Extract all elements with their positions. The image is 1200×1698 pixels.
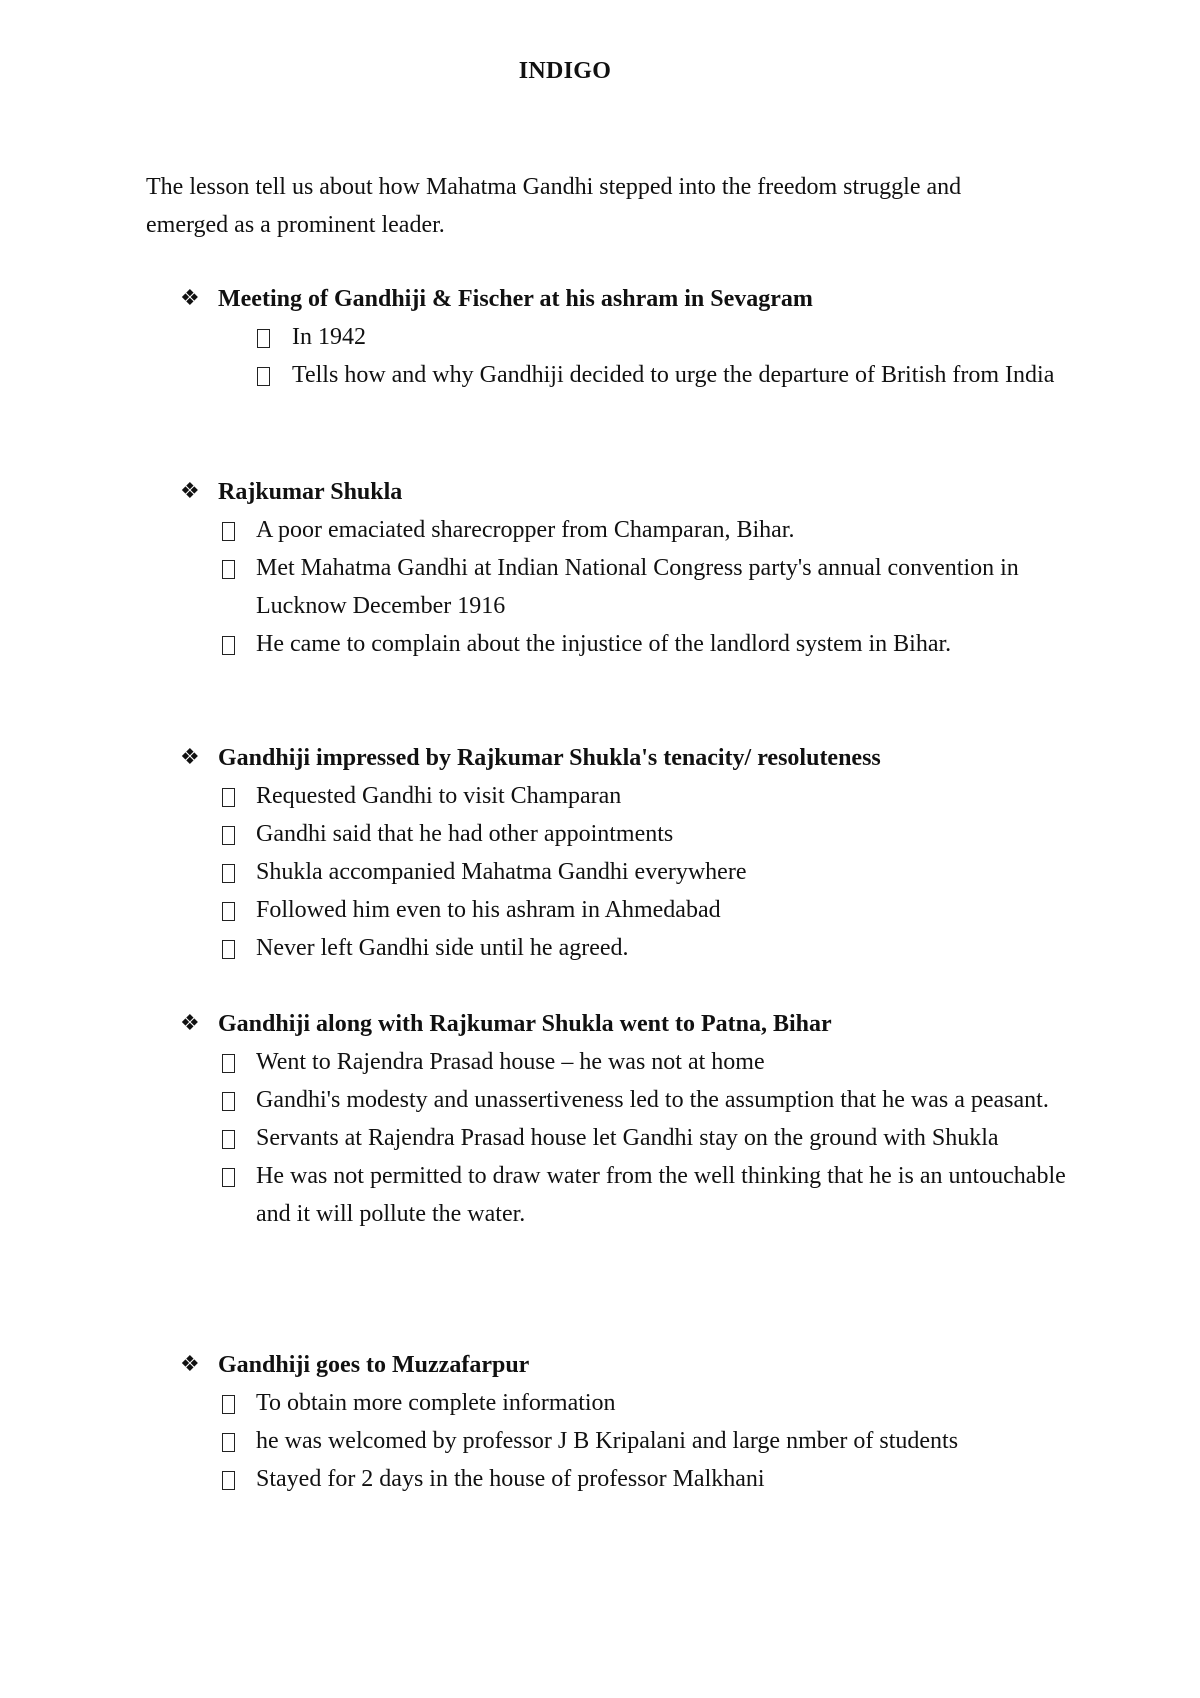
list-item: [180, 929, 1100, 967]
bullet-list: [180, 777, 1100, 967]
list-item-text: To obtain more complete information: [256, 1390, 616, 1416]
list-item: [180, 356, 1100, 394]
checkbox-bullet-icon: [222, 1471, 235, 1490]
checkbox-bullet-icon: [222, 902, 235, 921]
list-item: [180, 1119, 1100, 1157]
list-item: [180, 1157, 1100, 1233]
list-item: [180, 815, 1100, 853]
checkbox-bullet-icon: [222, 864, 235, 883]
checkbox-bullet-icon: [222, 788, 235, 807]
checkbox-bullet-icon: [222, 1168, 235, 1187]
list-item: [180, 511, 1100, 549]
checkbox-bullet-icon: [222, 560, 235, 579]
checkbox-bullet-icon: [222, 636, 235, 655]
list-item-text: Went to Rajendra Prasad house – he was not at home: [256, 1049, 765, 1075]
checkbox-bullet-icon: [222, 522, 235, 541]
checkbox-bullet-icon: [257, 367, 270, 386]
list-item-text: Never left Gandhi side until he agreed.: [256, 935, 629, 961]
list-item: [180, 853, 1100, 891]
list-item-text: Shukla accompanied Mahatma Gandhi everywhere: [256, 859, 747, 885]
checkbox-bullet-icon: [222, 940, 235, 959]
section-heading-text: Rajkumar Shukla: [218, 479, 403, 505]
section-heading: [180, 1005, 1100, 1043]
section-heading: [180, 280, 1100, 318]
section-patna: [180, 1005, 1100, 1233]
section-heading-text: Gandhiji impressed by Rajkumar Shukla's tenacity/ resoluteness: [218, 745, 881, 771]
bullet-list: [180, 1043, 1100, 1233]
diamond-bullet-icon: ❖: [180, 286, 200, 311]
bullet-list: [180, 511, 1100, 663]
list-item: [180, 1081, 1100, 1119]
section-heading-text: Gandhiji goes to Muzzafarpur: [218, 1352, 530, 1378]
list-item-text: he was welcomed by professor J B Kripalani and large nmber of students: [256, 1428, 959, 1454]
checkbox-bullet-icon: [222, 1130, 235, 1149]
list-item-text: Gandhi's modesty and unassertiveness led to the assumption that he was a peasant.: [256, 1087, 1049, 1113]
section-heading-text: Gandhiji along with Rajkumar Shukla went to Patna, Bihar: [218, 1011, 832, 1037]
list-item-text: Requested Gandhi to visit Champaran: [256, 783, 622, 809]
list-item-text: Followed him even to his ashram in Ahmedabad: [256, 897, 721, 923]
list-item-text: He was not permitted to draw water from the well thinking that he is an untouchable and it will pollute the water.: [256, 1163, 1066, 1227]
checkbox-bullet-icon: [222, 1092, 235, 1111]
list-item-text: Stayed for 2 days in the house of professor Malkhani: [256, 1466, 765, 1492]
section-muzzafarpur: [180, 1346, 1100, 1498]
section-rajkumar-shukla: [180, 473, 1100, 663]
checkbox-bullet-icon: [222, 1395, 235, 1414]
list-item: [180, 891, 1100, 929]
checkbox-bullet-icon: [222, 1433, 235, 1452]
list-item-text: A poor emaciated sharecropper from Champaran, Bihar.: [256, 517, 795, 543]
list-item: [180, 1043, 1100, 1081]
list-item: [180, 625, 1100, 663]
document-title: INDIGO: [518, 58, 612, 84]
diamond-bullet-icon: ❖: [180, 745, 200, 770]
list-item: [180, 318, 1100, 356]
list-item: [180, 1422, 1100, 1460]
checkbox-bullet-icon: [222, 826, 235, 845]
diamond-bullet-icon: ❖: [180, 1352, 200, 1377]
section-heading: [180, 473, 1100, 511]
list-item: [180, 1460, 1100, 1498]
list-item: [180, 549, 1100, 625]
list-item-text: He came to complain about the injustice of the landlord system in Bihar.: [256, 631, 952, 657]
list-item: [180, 1384, 1100, 1422]
list-item: [180, 777, 1100, 815]
list-item-text: In 1942: [292, 324, 366, 350]
intro-paragraph: The lesson tell us about how Mahatma Gandhi stepped into the freedom struggle and emerged as a prominent leader.: [146, 174, 962, 238]
bullet-list: [180, 1384, 1100, 1498]
diamond-bullet-icon: ❖: [180, 479, 200, 504]
checkbox-bullet-icon: [257, 329, 270, 348]
list-item-text: Met Mahatma Gandhi at Indian National Congress party's annual convention in Lucknow December 1916: [256, 555, 1019, 619]
list-item-text: Gandhi said that he had other appointments: [256, 821, 674, 847]
diamond-bullet-icon: ❖: [180, 1011, 200, 1036]
section-heading: [180, 1346, 1100, 1384]
section-heading: [180, 739, 1100, 777]
list-item-text: Tells how and why Gandhiji decided to urge the departure of British from India: [292, 362, 1055, 388]
list-item-text: Servants at Rajendra Prasad house let Gandhi stay on the ground with Shukla: [256, 1125, 999, 1151]
section-meeting: [180, 280, 1100, 394]
section-heading-text: Meeting of Gandhiji & Fischer at his ashram in Sevagram: [218, 286, 813, 312]
bullet-list: [180, 318, 1100, 394]
section-impressed: [180, 739, 1100, 967]
checkbox-bullet-icon: [222, 1054, 235, 1073]
